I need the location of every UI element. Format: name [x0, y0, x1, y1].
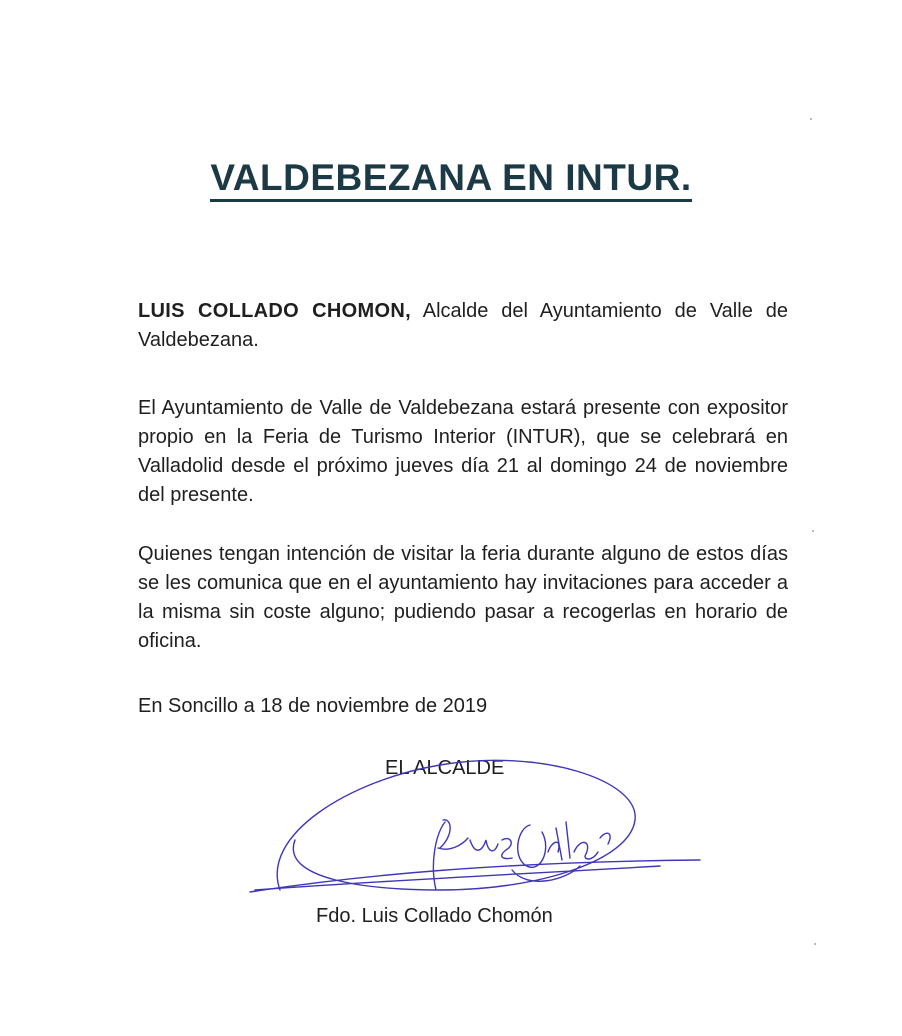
scan-speck: [810, 118, 812, 120]
paragraph-announcement: El Ayuntamiento de Valle de Valdebezana estará presente con expositor propio en la Feria de Turismo Interior (INTUR), que se celebrará en Valladolid desde el próximo jueves día 21 al domingo 24 de noviembre del presente.: [138, 397, 788, 506]
document-title: [0, 157, 902, 199]
document-title-text: VALDEBEZANA EN INTUR.: [210, 157, 691, 202]
scan-speck: [812, 530, 814, 532]
signature-image: [240, 740, 710, 910]
paragraph-invitations: Quienes tengan intención de visitar la feria durante alguno de estos días se les comunica que en el ayuntamiento hay invitaciones para acceder a la misma sin coste alguno; pudiendo pasar a recogerlas en horario de oficina.: [138, 543, 788, 652]
signer-title: EL ALCALDE: [385, 757, 505, 779]
scan-speck: [814, 943, 816, 945]
place-date: En Soncillo a 18 de noviembre de 2019: [138, 695, 488, 717]
mayor-name-lead: LUIS COLLADO CHOMON,: [138, 300, 411, 322]
signer-name: Fdo. Luis Collado Chomón: [316, 905, 553, 927]
mayor-role-text: Alcalde del Ayuntamiento de Valle de Valdebezana.: [138, 300, 788, 351]
paragraph-intro: [138, 297, 788, 355]
